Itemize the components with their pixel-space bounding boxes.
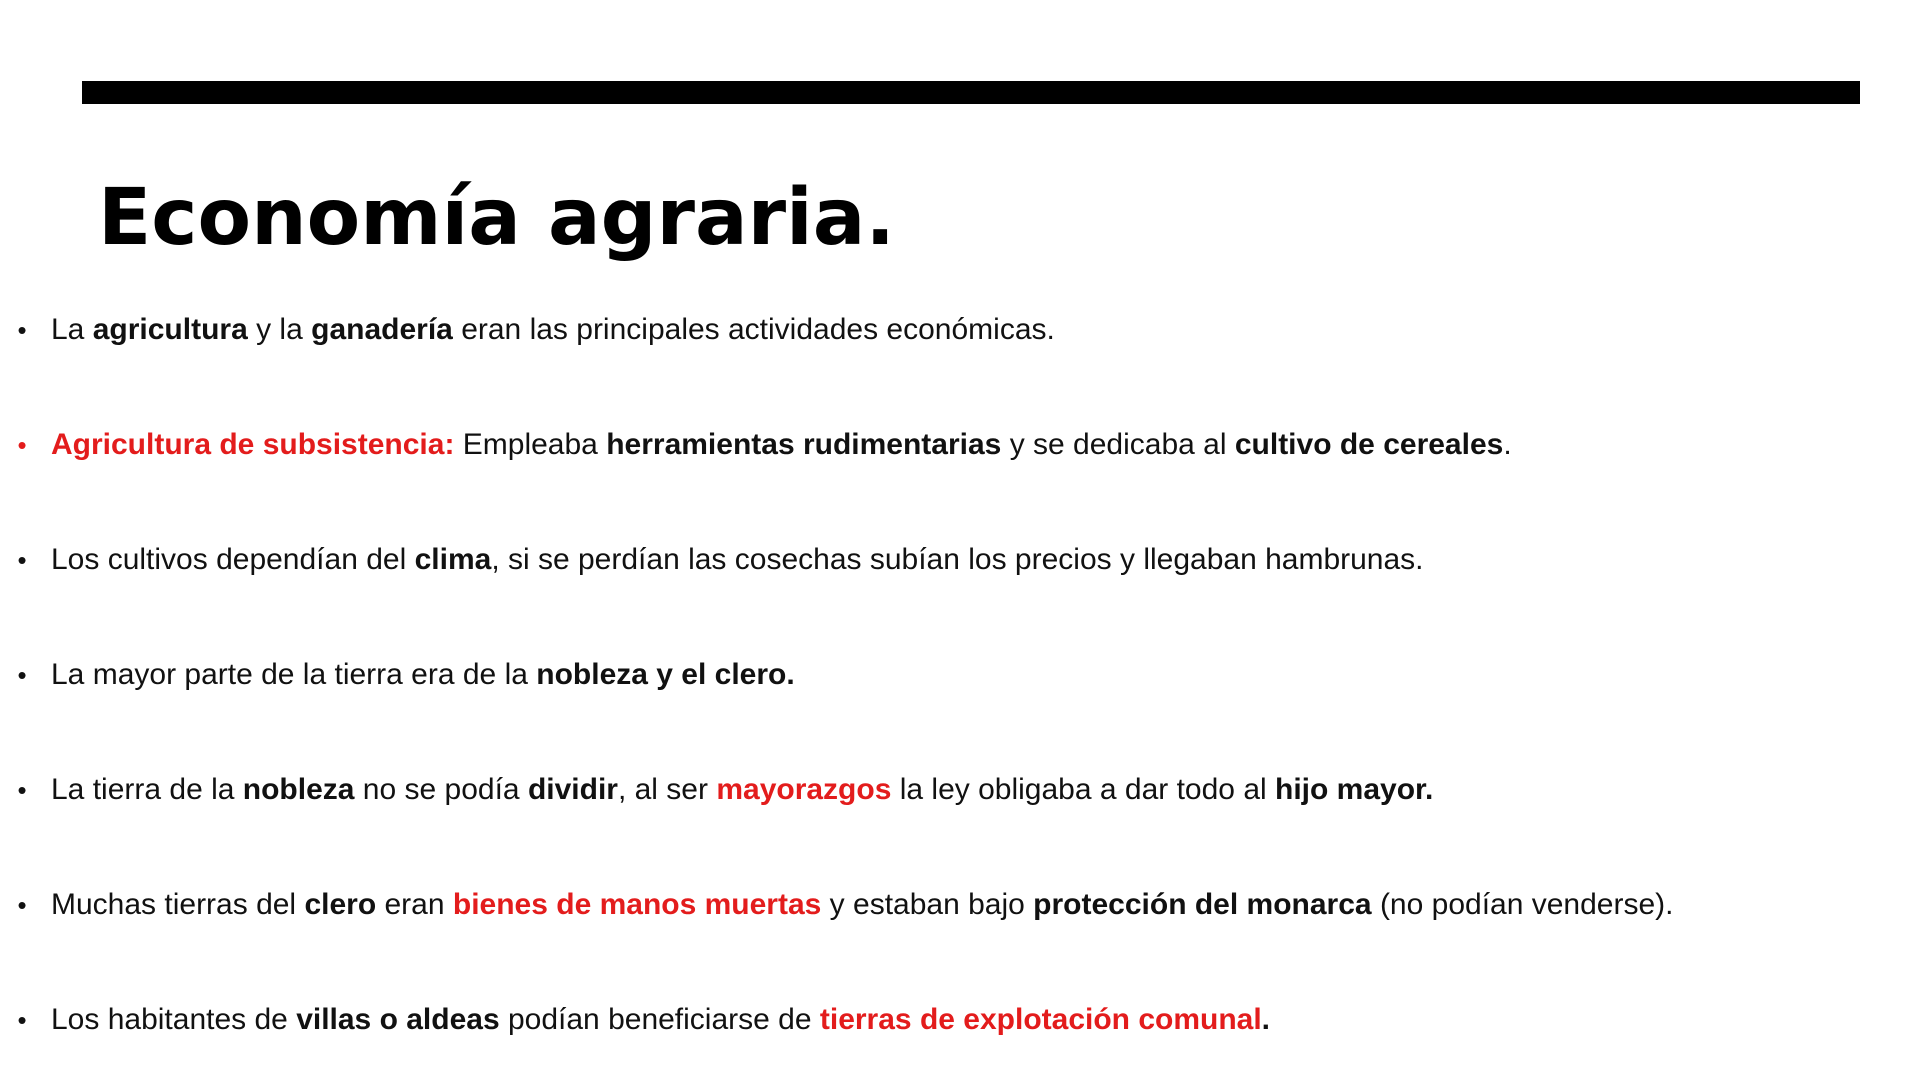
bullet-item-7 (0, 990, 1673, 1080)
bold-term: agricultura (92, 313, 248, 346)
bullet-text: (no podían venderse). (1371, 888, 1674, 921)
bullet-text: , si se perdían las cosechas subían los precios y llegaban hambrunas. (491, 543, 1424, 576)
top-divider-bar (82, 81, 1860, 104)
bullet-list (0, 300, 1673, 1080)
bullet-text: Muchas tierras del (51, 888, 305, 921)
bullet-text: no se podía (354, 773, 528, 806)
bullet-item-1 (0, 300, 1673, 415)
bullet-item-5 (0, 760, 1673, 875)
bullet-text: , al ser (617, 773, 717, 806)
bullet-text: Empleaba (454, 428, 607, 461)
bullet-text: podían beneficiarse de (499, 1003, 820, 1036)
bold-term: . (1261, 1003, 1271, 1036)
bullet-text: y estaban bajo (821, 888, 1034, 921)
bullet-dot: • (17, 315, 27, 345)
bullet-item-3 (0, 530, 1673, 645)
highlighted-term: mayorazgos (716, 773, 892, 806)
bold-term: hijo mayor. (1275, 773, 1434, 806)
bold-term: ganadería (311, 313, 453, 346)
bullet-dot: • (17, 430, 27, 460)
bold-term: clima (414, 543, 492, 576)
bullet-dot: • (17, 890, 27, 920)
bullet-text: y la (247, 313, 312, 346)
bold-term: dividir (527, 773, 618, 806)
bullet-dot: • (17, 775, 27, 805)
bold-term: cultivo de cereales (1234, 428, 1504, 461)
highlighted-term: Agricultura de subsistencia: (51, 428, 455, 461)
bullet-text: La mayor parte de la tierra era de la (51, 658, 537, 691)
bullet-dot: • (17, 660, 27, 690)
bullet-text: y se dedicaba al (1001, 428, 1235, 461)
bullet-item-4 (0, 645, 1673, 760)
bullet-dot: • (17, 545, 27, 575)
bullet-text: . (1503, 428, 1512, 461)
bullet-text: eran las principales actividades económicas. (452, 313, 1055, 346)
bold-term: nobleza (242, 773, 355, 806)
bullet-text: La tierra de la (51, 773, 243, 806)
bullet-dot: • (17, 1005, 27, 1035)
bullet-item-6 (0, 875, 1673, 990)
bold-term: nobleza y el clero. (536, 658, 795, 691)
bullet-text: Los cultivos dependían del (51, 543, 415, 576)
bold-term: clero (304, 888, 377, 921)
highlighted-term: tierras de explotación comunal (819, 1003, 1262, 1036)
bold-term: herramientas rudimentarias (606, 428, 1002, 461)
bold-term: protección del monarca (1033, 888, 1372, 921)
slide-title: Economía agraria. (98, 173, 896, 263)
bullet-text: La (51, 313, 93, 346)
bullet-text: eran (376, 888, 453, 921)
bullet-item-2 (0, 415, 1673, 530)
bold-term: villas o aldeas (296, 1003, 500, 1036)
bullet-text: Los habitantes de (51, 1003, 297, 1036)
highlighted-term: bienes de manos muertas (452, 888, 822, 921)
bullet-text: la ley obligaba a dar todo al (891, 773, 1276, 806)
